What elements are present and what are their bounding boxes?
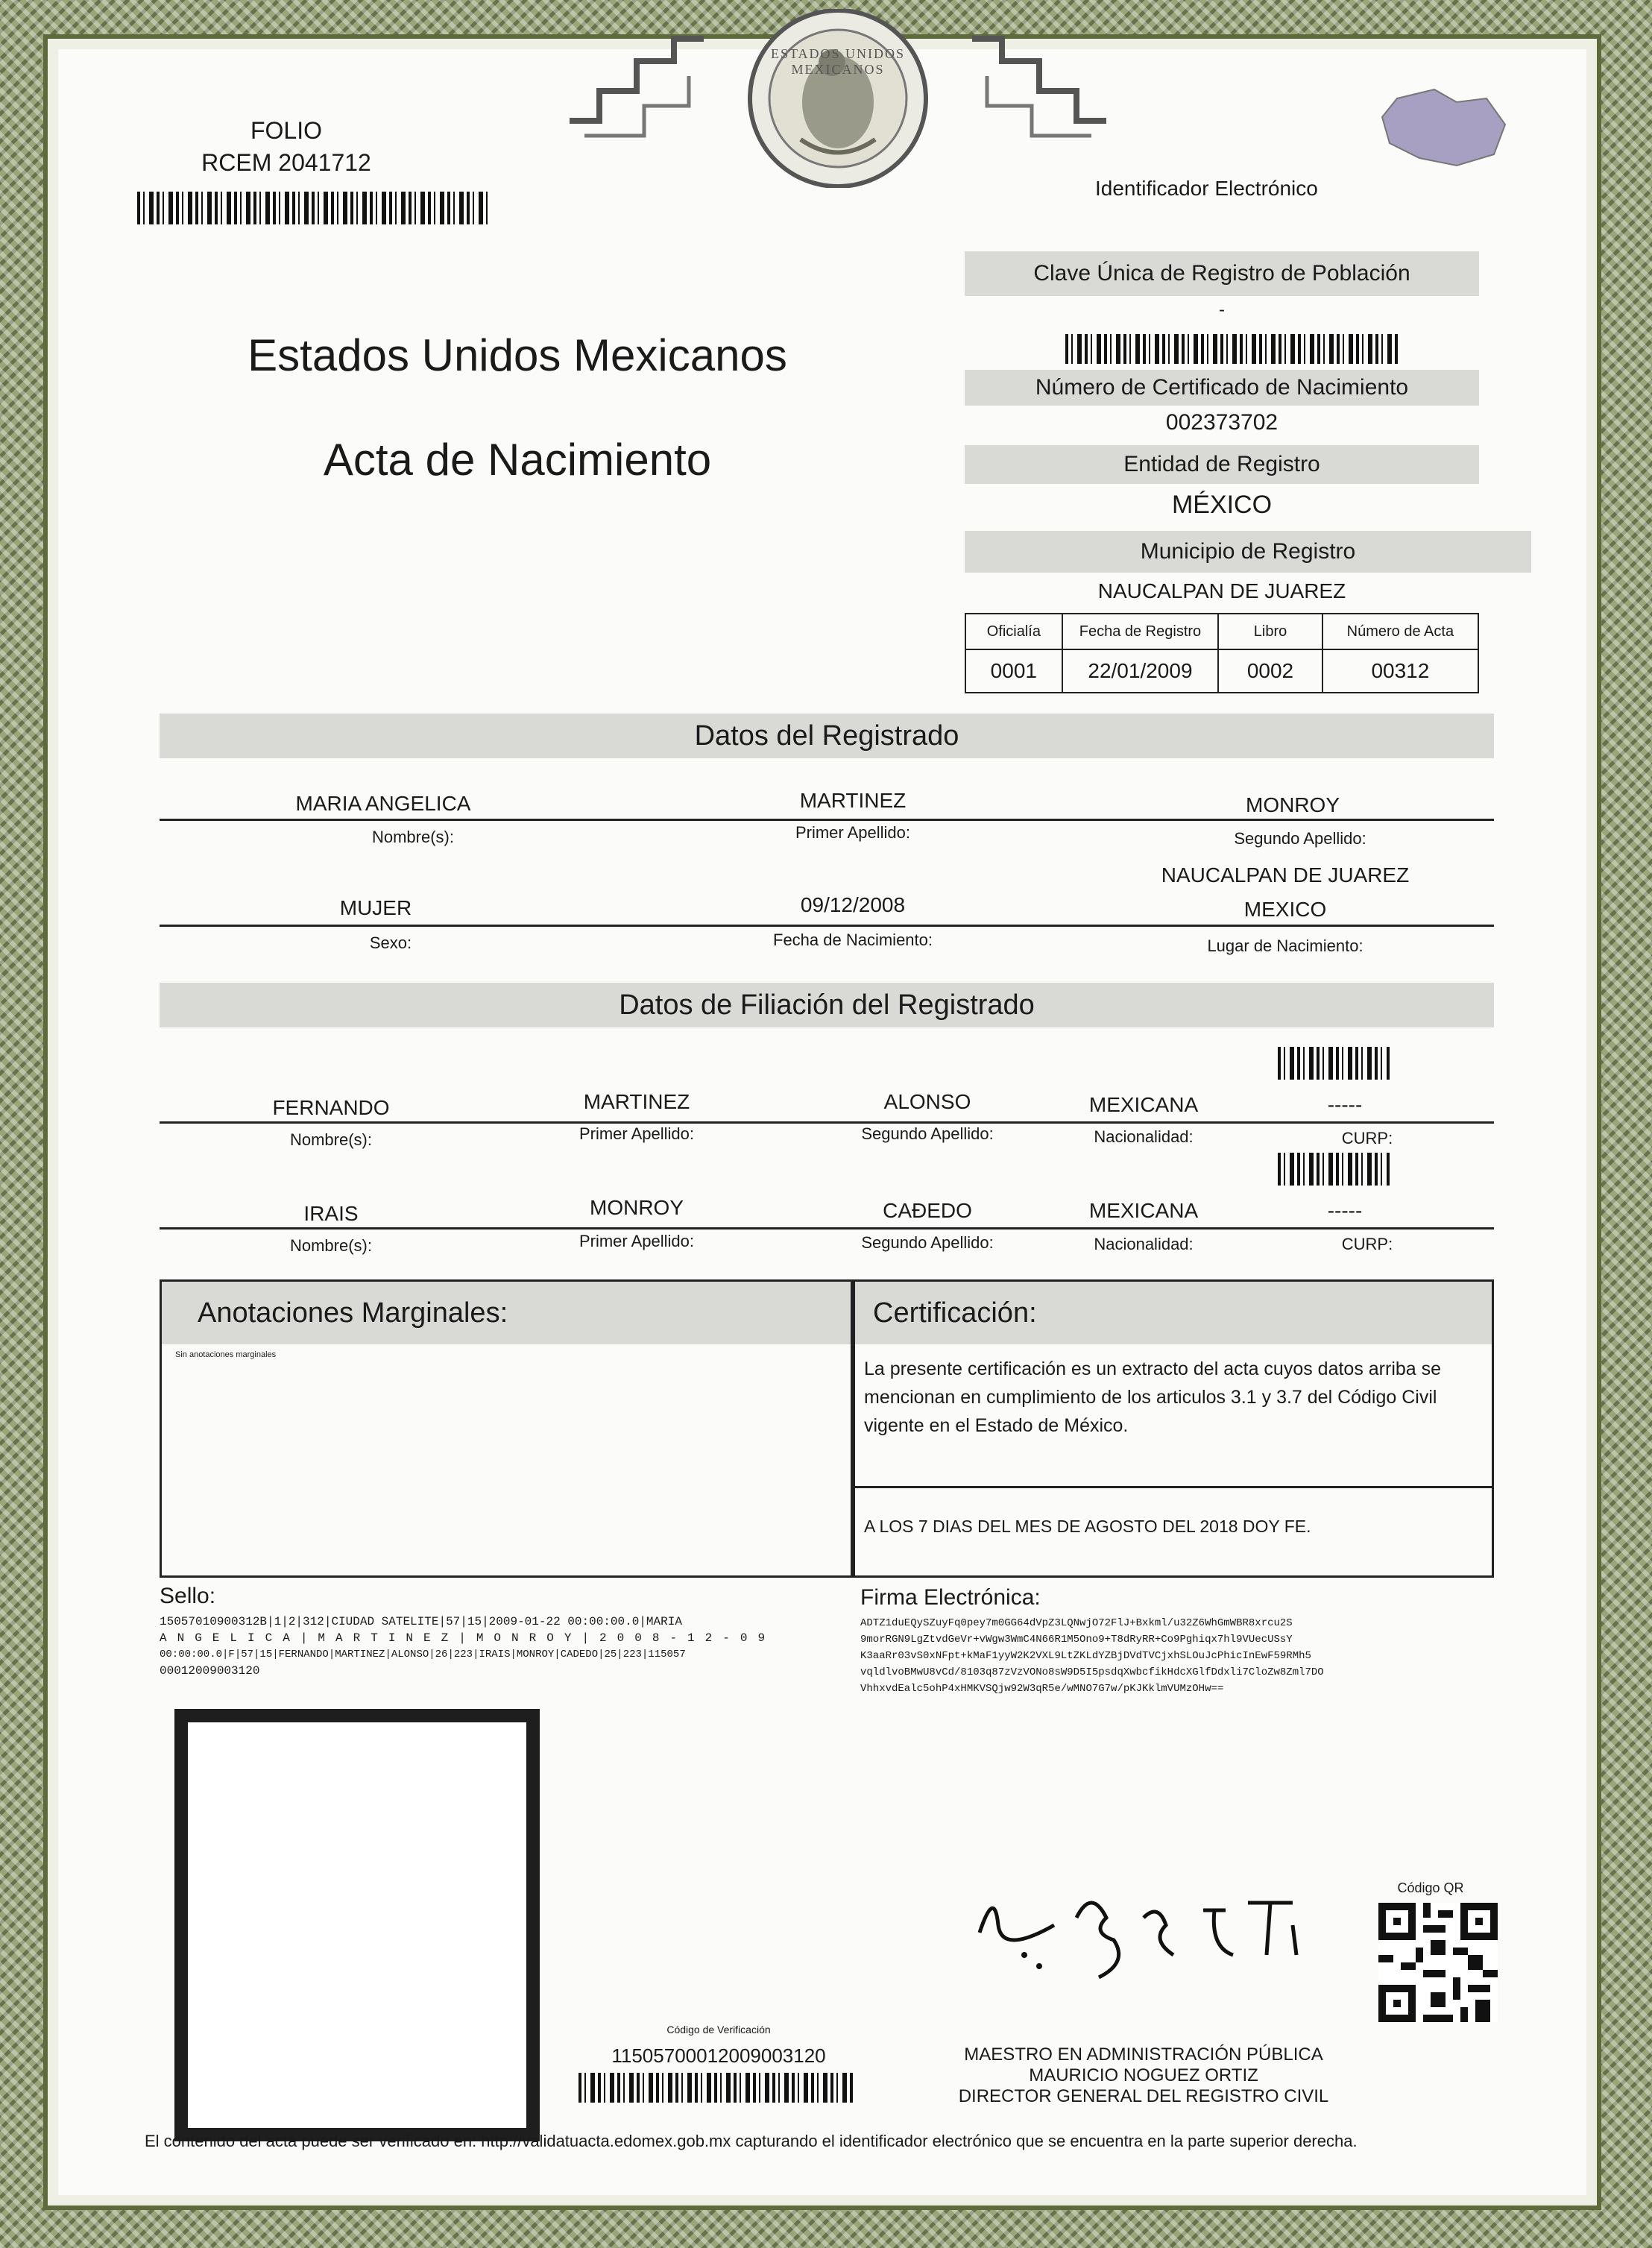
firma-block: [860, 1615, 1501, 1697]
anotaciones-text: Sin anotaciones marginales: [175, 1350, 277, 1359]
qr-label: Código QR: [1397, 1880, 1464, 1895]
registrado-sexo: MUJER: [339, 896, 412, 919]
padre-curp: -----: [1327, 1093, 1363, 1116]
registrado-row1-rule: [160, 819, 1494, 821]
libro-value: 0002: [1218, 649, 1322, 693]
madre-nacionalidad: MEXICANA: [1088, 1199, 1199, 1222]
qr-code: [1378, 1903, 1498, 2022]
sello-line: 00:00:00.0|F|57|15|FERNANDO|MARTINEZ|ALONSO|26|223|IRAIS|MONROY|CADEDO|25|223|115057: [160, 1649, 686, 1660]
registry-table-values: [965, 649, 1478, 693]
registrado-row2-rule: [160, 925, 1494, 927]
firma-line: K3aaRr03vS0xNFpt+kMaF1yyW2K2VXL9LtZKLdYZBjDVdTVCjxhSLOuJcPhicInEwF59RMh5: [860, 1650, 1311, 1662]
fecha-registro-value: 22/01/2009: [1062, 649, 1219, 693]
padre-rule: [160, 1121, 1494, 1124]
signer-block: [883, 2044, 1404, 2107]
verification-code: 115057000120090031​20: [611, 2044, 826, 2067]
oficialia-value: 0001: [965, 649, 1062, 693]
padre-nombre: FERNANDO: [272, 1096, 390, 1119]
footer-note: El contenido del acta puede ser verificado en: http://validatuacta.edomex.gob.mx capturando el identificador electrónico que se encuentra en la parte superior derecha.: [145, 2132, 1358, 2150]
libro-header: Libro: [1218, 614, 1322, 649]
firma-line: 9morRGN9LgZtvdGeVr+vWgw3WmC4N66R1M5Ono9+T8dRyRR+Co9Pghiqx7hl9VUecUSsY: [860, 1634, 1293, 1646]
registrado-lugar-1: NAUCALPAN DE JUAREZ: [1161, 863, 1410, 887]
filiacion-section-title: Datos de Filiación del Registrado: [160, 983, 1494, 1027]
photo-placeholder: [174, 1709, 540, 2141]
fecha-registro-header: Fecha de Registro: [1062, 614, 1219, 649]
padre-segundo-apellido: ALONSO: [883, 1090, 971, 1113]
curp-label: Clave Única de Registro de Población: [965, 251, 1479, 296]
madre-nacionalidad-label: Nacionalidad:: [1094, 1235, 1194, 1253]
cert-number-value: 002373702: [1165, 410, 1279, 435]
registrado-fecha-nacimiento: 09/12/2008: [800, 893, 906, 916]
registrado-primer-apellido-label: Primer Apellido:: [795, 823, 911, 842]
madre-curp: -----: [1327, 1199, 1363, 1222]
padre-nombre-label: Nombre(s):: [289, 1130, 372, 1149]
padre-nacionalidad-label: Nacionalidad:: [1094, 1127, 1194, 1146]
firma-line: ADTZ1duEQySZuyFq0pey7m0GG64dVpZ3LQNwjO72FlJ+Bxkml/u32Z6WhGmWBR8xrcu2S: [860, 1617, 1293, 1629]
madre-primer-apellido: MONROY: [590, 1196, 684, 1219]
sello-line: 00012009003120: [160, 1664, 260, 1678]
entidad-value: MÉXICO: [1171, 491, 1273, 519]
registrado-lugar-2: MEXICO: [1243, 898, 1327, 921]
registrado-nombre: MARIA ANGELICA: [295, 792, 471, 815]
anotaciones-title: Anotaciones Marginales:: [162, 1282, 851, 1344]
folio-block: [174, 117, 398, 177]
madre-nombre-label: Nombre(s):: [289, 1236, 372, 1255]
signer-name: MAURICIO NOGUEZ ORTIZ: [1029, 2065, 1258, 2085]
madre-primer-apellido-label: Primer Apellido:: [578, 1232, 695, 1250]
certificacion-title: Certificación:: [855, 1282, 1492, 1344]
seal-ring-text: ESTADOS UNIDOS MEXICANOS: [770, 46, 906, 77]
certificacion-box: [853, 1279, 1494, 1578]
registrado-fecha-nacimiento-label: Fecha de Nacimiento:: [773, 931, 933, 949]
anotaciones-box: [160, 1279, 853, 1578]
signer-position: DIRECTOR GENERAL DEL REGISTRO CIVIL: [958, 2086, 1329, 2106]
registrado-primer-apellido: MARTINEZ: [799, 789, 907, 812]
registrado-lugar-label: Lugar de Nacimiento:: [1207, 936, 1363, 955]
curp-barcode: [1065, 334, 1401, 364]
sello-line: 15057010900312B|1|2|312|CIUDAD SATELITE|57|15|2009-01-22 00:00:00.0|MARIA: [160, 1615, 682, 1628]
national-seal: [555, 9, 1121, 188]
registrado-sexo-label: Sexo:: [369, 933, 412, 952]
registrado-nombre-label: Nombre(s):: [371, 828, 454, 846]
registry-table: [965, 613, 1479, 693]
numero-acta-value: 00312: [1322, 649, 1478, 693]
registrado-section-title: Datos del Registrado: [160, 714, 1494, 758]
certificacion-text: La presente certificación es un extracto del acta cuyos datos arriba se mencionan en cumplimiento de los articulos 3.1 y 3.7 del Código Civil vigente en el Estado de México.: [864, 1358, 1442, 1436]
country-title: Estados Unidos Mexicanos: [248, 330, 787, 380]
curp-value: -: [1219, 300, 1225, 320]
verification-barcode: [578, 2073, 854, 2103]
sello-line: ANGELICA|MARTINEZ|MONROY|2008-12-09: [160, 1631, 776, 1645]
folio-barcode: [137, 192, 488, 224]
firma-line: vqldlvoBMwU8vCd/8103q87zVzVONo8sW9D5I5psdqXwbcfikHdcXGlfDdxli7CloZw8Zml7DO: [860, 1666, 1324, 1678]
municipio-label: Municipio de Registro: [965, 531, 1531, 573]
state-map-icon: [1367, 84, 1516, 173]
municipio-value: NAUCALPAN DE JUAREZ: [1097, 579, 1346, 602]
entidad-label: Entidad de Registro: [965, 445, 1479, 484]
registry-table-header: [965, 614, 1478, 649]
electronic-identifier-label: Identificador Electrónico: [1095, 177, 1318, 200]
oficialia-header: Oficialía: [965, 614, 1062, 649]
folio-label: FOLIO: [250, 117, 322, 144]
firma-label: Firma Electrónica:: [860, 1585, 1041, 1610]
padre-nacionalidad: MEXICANA: [1088, 1093, 1199, 1116]
numero-acta-header: Número de Acta: [1322, 614, 1478, 649]
document-title: Acta de Nacimiento: [323, 435, 712, 485]
madre-rule: [160, 1227, 1494, 1230]
cert-number-label: Número de Certificado de Nacimiento: [965, 370, 1479, 406]
certificacion-fecha: A LOS 7 DIAS DEL MES DE AGOSTO DEL 2018 DOY FE.: [864, 1517, 1311, 1536]
certificate-sheet: [43, 34, 1601, 2210]
padre-primer-apellido-label: Primer Apellido:: [578, 1124, 695, 1143]
madre-segundo-apellido-label: Segundo Apellido:: [861, 1233, 994, 1252]
madre-nombre: IRAIS: [303, 1202, 359, 1225]
padre-curp-label: CURP:: [1341, 1129, 1393, 1147]
firma-line: VhhxvdEalc5ohP4xHMKVSQjw92W3qR5e/wMNO7G7w/pKJKklmVUMzOHw==: [860, 1683, 1224, 1695]
registrado-segundo-apellido: MONROY: [1246, 793, 1340, 816]
handwritten-signature: [965, 1873, 1352, 1992]
sello-label: Sello:: [160, 1584, 216, 1608]
sello-block: [160, 1613, 875, 1679]
verification-label: Código de Verificación: [666, 2024, 771, 2036]
folio-number: RCEM 2041712: [201, 149, 371, 176]
padre-primer-apellido: MARTINEZ: [583, 1090, 690, 1113]
padre-segundo-apellido-label: Segundo Apellido:: [861, 1124, 994, 1143]
madre-segundo-apellido: CAÐEDO: [883, 1199, 972, 1222]
registrado-segundo-apellido-label: Segundo Apellido:: [1234, 829, 1366, 848]
madre-curp-barcode: [1278, 1153, 1390, 1186]
signer-title: MAESTRO EN ADMINISTRACIÓN PÚBLICA: [964, 2044, 1323, 2065]
madre-curp-label: CURP:: [1341, 1235, 1393, 1253]
padre-curp-barcode: [1278, 1047, 1390, 1080]
